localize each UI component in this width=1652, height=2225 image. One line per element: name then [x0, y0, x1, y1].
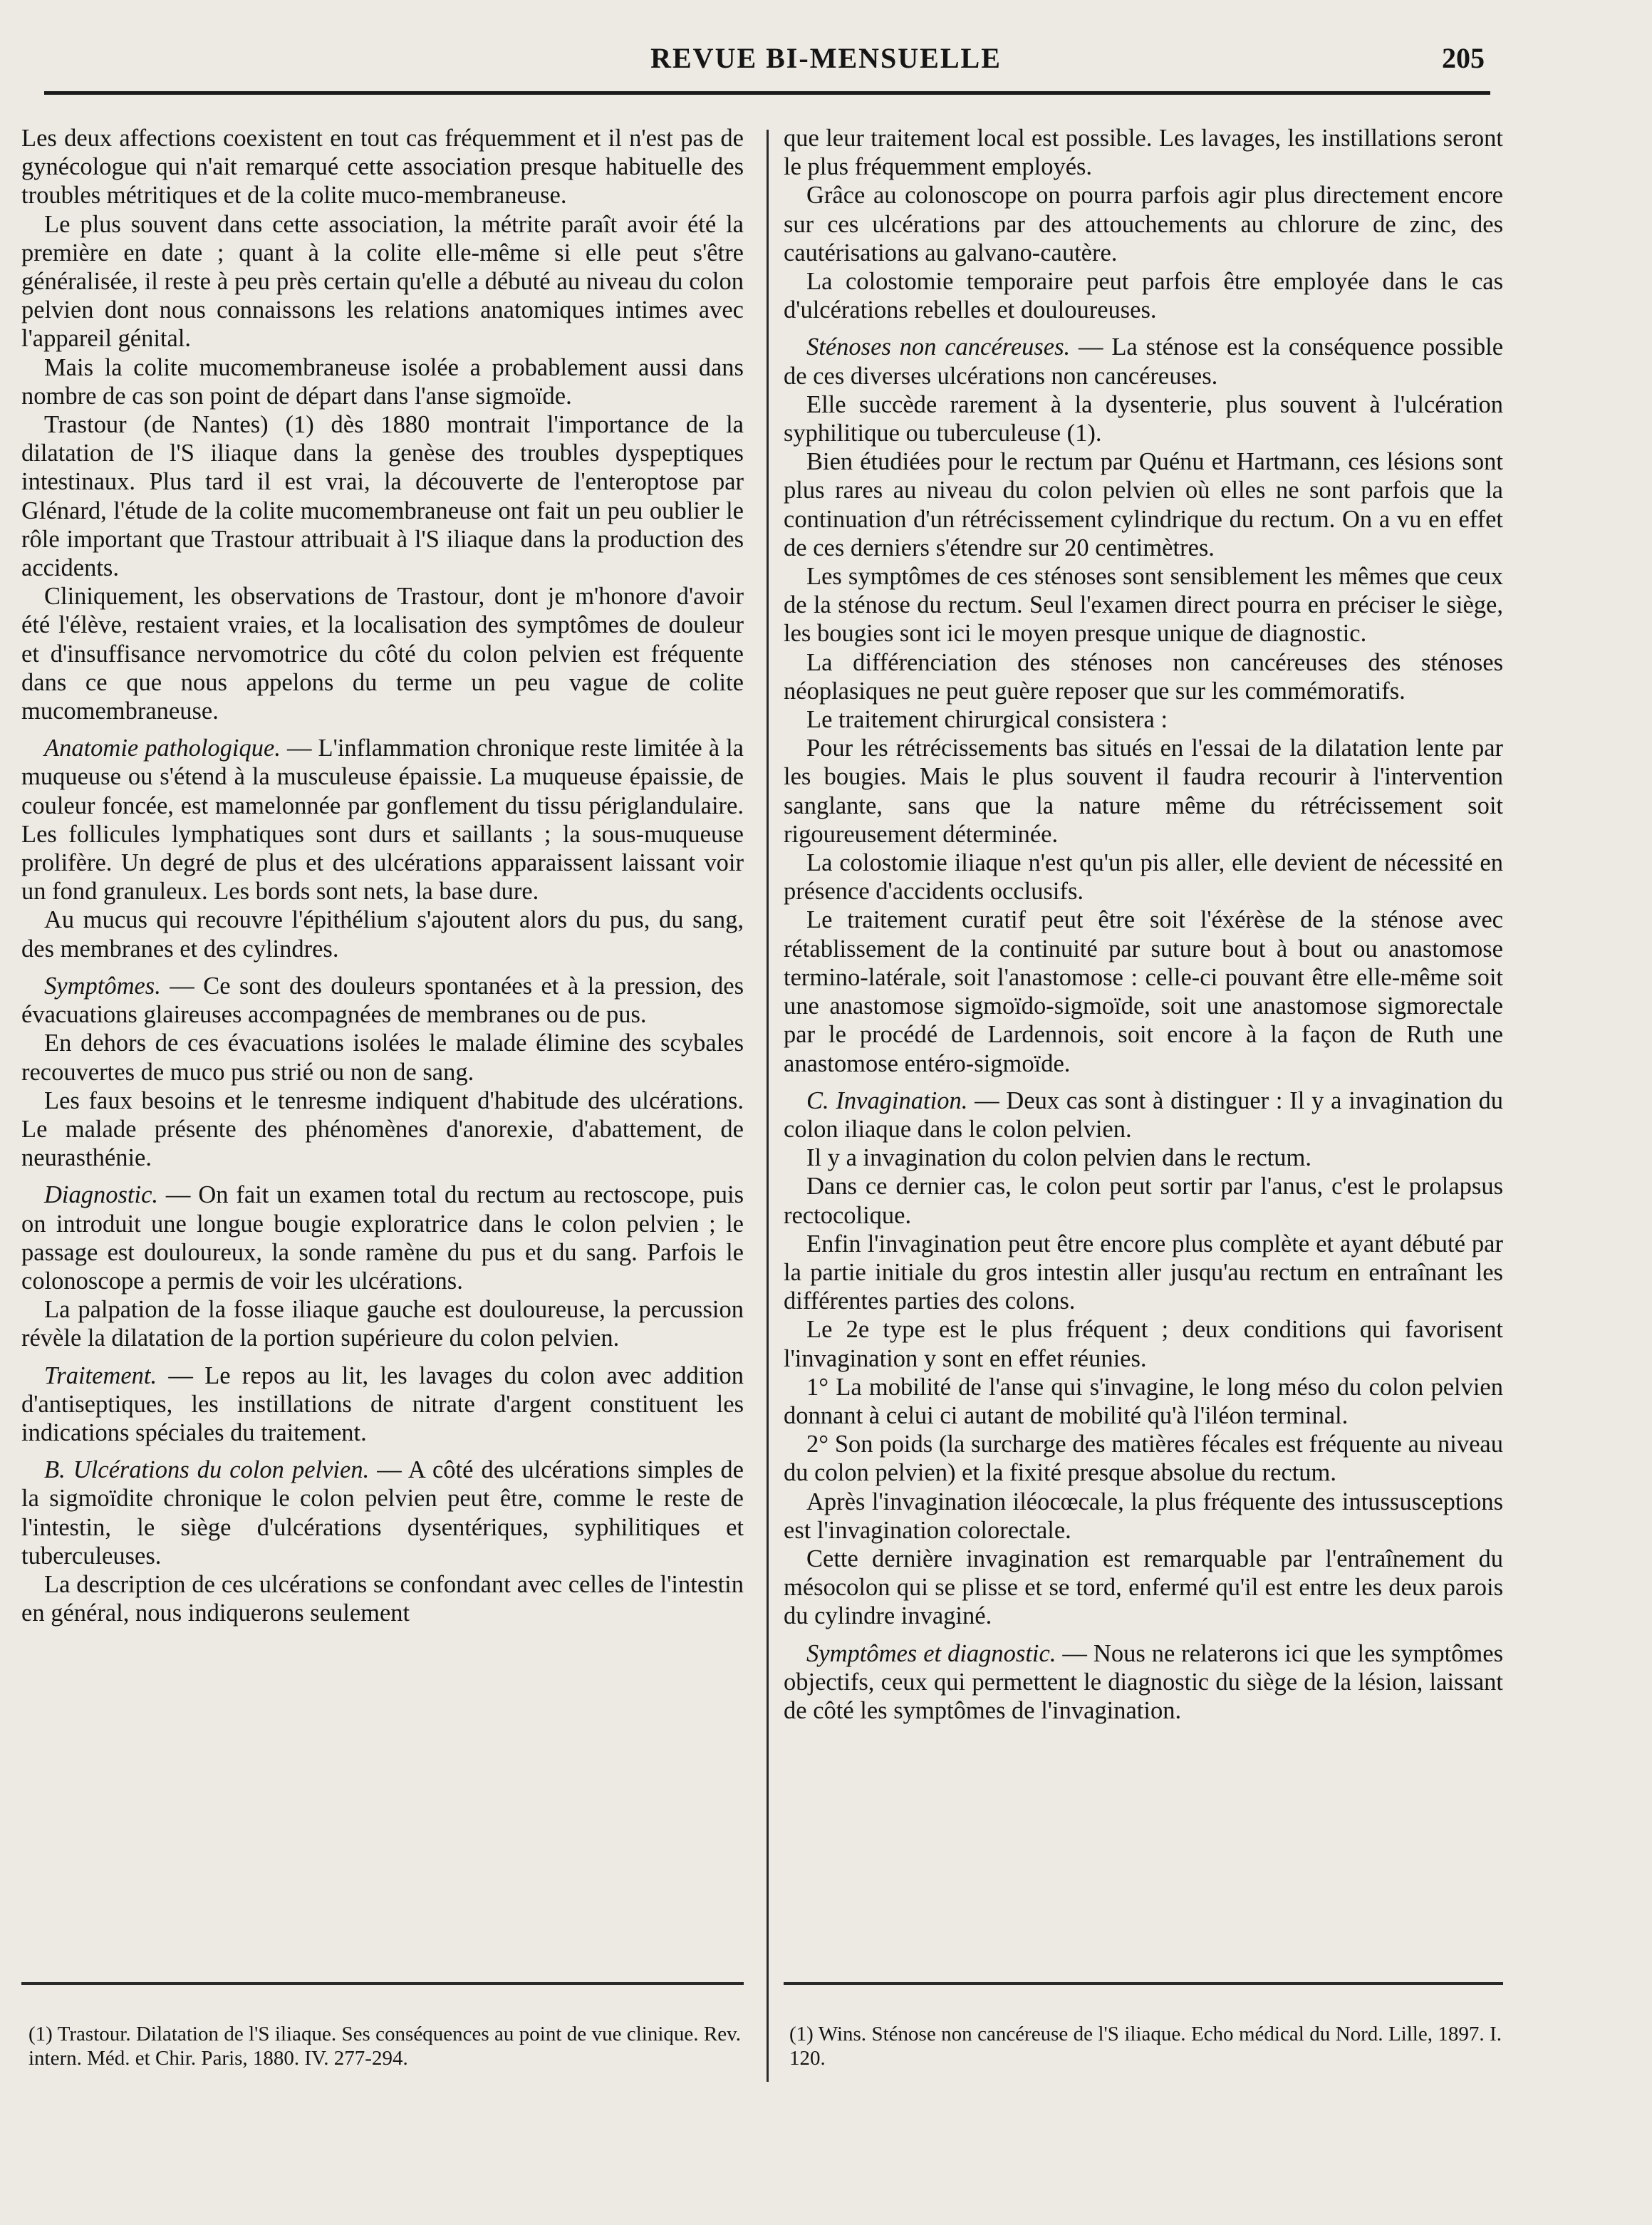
paragraph [784, 648, 1503, 705]
paragraph-text: — L'inflammation chronique reste limitée à la muqueuse ou s'étend à la musculeuse épaissie. La muqueuse épaissie, de couleur foncée, est mamelonnée par gonflement du tissu périglandulaire. Les follicules lymphatiques sont durs et saillants ; la sous-muqueuse prolifère. Un degré de plus et des ulcérations apparaissent laissant voir un fond granuleux. Les bords sont nets, la base dure. [21, 735, 744, 906]
paragraph-text: Trastour (de Nantes) (1) dès 1880 montrait l'importance de la dilatation de l'S iliaque dans la genèse des troubles dyspeptiques intestinaux. Plus tard il est vrai, la découverte de l'enteroptose par Glénard, l'étude de la colite mucomembraneuse ont fait un peu oublier le rôle important que Trastour attribuait à l'S iliaque dans la production des accidents. [21, 411, 744, 582]
paragraph [21, 1456, 744, 1570]
paragraph [21, 582, 744, 725]
paragraph-text: Mais la colite mucomembraneuse isolée a probablement aussi dans nombre de cas son point de départ dans l'anse sigmoïde. [21, 353, 744, 410]
paragraph-text: Pour les rétrécissements bas situés en l'essai de la dilatation lente par les bougies. Mais le plus souvent il faudra recourir à l'intervention sanglante, sans que la nature même du rétrécissement soit rigoureusement déterminée. [784, 735, 1503, 848]
paragraph-text: Elle succède rarement à la dysenterie, plus souvent à l'ulcération syphilitique ou tuberculeuse (1). [784, 390, 1503, 447]
paragraph [784, 333, 1503, 390]
paragraph [784, 1172, 1503, 1229]
paragraph-text: — Deux cas sont à distinguer : Il y a invagination du colon iliaque dans le colon pelvien. [784, 1086, 1503, 1143]
paragraph-text: — A côté des ulcérations simples de la sigmoïdite chronique le colon pelvien peut être, comme le reste de l'intestin, le siège d'ulcérations dysentériques, syphilitiques et tuberculeuses. [21, 1456, 744, 1570]
paragraph-text: 2° Son poids (la surcharge des matières fécales est fréquente au niveau du colon pelvien) et la fixité presque absolue du rectum. [784, 1431, 1503, 1487]
paragraph [21, 972, 744, 1029]
footnote-rule-left [21, 1982, 744, 1985]
paragraph [21, 734, 744, 906]
paragraph-text: Les deux affections coexistent en tout cas fréquemment et il n'est pas de gynécologue qui n'ait remarqué cette association presque habituelle des troubles métritiques et de la colite muco-membraneuse. [21, 125, 744, 209]
section-heading: Diagnostic. [44, 1181, 159, 1209]
header-rule [44, 91, 1490, 95]
paragraph [21, 1086, 744, 1173]
paragraph-text: La palpation de la fosse iliaque gauche est douloureuse, la percussion révèle la dilatation de la portion supérieure du colon pelvien. [21, 1296, 744, 1352]
paragraph [784, 390, 1503, 447]
paragraph-text: Cliniquement, les observations de Trastour, dont je m'honore d'avoir été l'élève, restaient vraies, et la localisation des symptômes de douleur et d'insuffisance nervomotrice du côté du colon pelvien est fréquente dans ce que nous appelons du terme un peu vague de colite mucomembraneuse. [21, 583, 744, 725]
journal-title: REVUE BI-MENSUELLE [650, 42, 1002, 74]
paragraph-text: — La sténose est la conséquence possible de ces diverses ulcérations non cancéreuses. [784, 333, 1504, 390]
column-divider [767, 130, 769, 2082]
paragraph-text: Le plus souvent dans cette association, la métrite paraît avoir été la première en date ; quant à la colite elle-même si elle peut s'être généralisée, il reste à peu près certain qu'elle a débuté au niveau du colon pelvien dont nous connaissons les relations anatomiques intimes avec l'appareil génital. [21, 210, 744, 353]
paragraph [784, 181, 1503, 267]
paragraph-text: Dans ce dernier cas, le colon peut sortir par l'anus, c'est le prolapsus rectocolique. [784, 1173, 1503, 1229]
paragraph-text: Les symptômes de ces sténoses sont sensiblement les mêmes que ceux de la sténose du rectum. Seul l'examen direct pourra en préciser le siège, les bougies sont ici le moyen presque unique de diagnostic. [784, 563, 1503, 648]
left-column [21, 124, 744, 1627]
paragraph [784, 562, 1503, 648]
footnote-right: (1) Wins. Sténose non cancéreuse de l'S iliaque. Echo médical du Nord. Lille, 1897. I. 120. [789, 2023, 1502, 2070]
paragraph-text: Le traitement chirurgical consistera : [806, 706, 1168, 734]
paragraph-text: Il y a invagination du colon pelvien dans le rectum. [806, 1144, 1311, 1172]
paragraph [784, 906, 1503, 1077]
paragraph-text: Grâce au colonoscope on pourra parfois agir plus directement encore sur ces ulcérations par des attouchements au chlorure de zinc, des cautérisations au galvano-cautère. [784, 182, 1503, 266]
paragraph-text: Le 2e type est le plus fréquent ; deux conditions qui favorisent l'invagination y sont en effet réunies. [784, 1316, 1503, 1372]
paragraph-text: Au mucus qui recouvre l'épithélium s'ajoutent alors du pus, du sang, des membranes et des cylindres. [21, 906, 744, 963]
paragraph-text: En dehors de ces évacuations isolées le malade élimine des scybales recouvertes de muco pus strié ou non de sang. [21, 1029, 744, 1086]
paragraph-text: que leur traitement local est possible. Les lavages, les instillations seront le plus fréquemment employés. [784, 125, 1503, 181]
paragraph [784, 447, 1503, 562]
running-header [0, 37, 1652, 80]
paragraph-text: Bien étudiées pour le rectum par Quénu et Hartmann, ces lésions sont plus rares au niveau du colon pelvien où elles ne sont parfois que la continuation d'un rétrécissement cylindrique du rectum. On a vu en effet de ces derniers s'étendre sur 20 centimètres. [784, 448, 1503, 561]
paragraph [784, 734, 1503, 849]
paragraph [21, 1181, 744, 1295]
paragraph-text: — Ce sont des douleurs spontanées et à la pression, des évacuations glaireuses accompagnées de membranes ou de pus. [21, 972, 744, 1029]
paragraph [21, 906, 744, 963]
paragraph-text: Les faux besoins et le tenresme indiquent d'habitude des ulcérations. Le malade présente des phénomènes d'anorexie, d'abattement, de neurasthénie. [21, 1086, 744, 1172]
paragraph [784, 124, 1503, 181]
paragraph-text: La colostomie iliaque n'est qu'un pis aller, elle devient de nécessité en présence d'accidents occlusifs. [784, 849, 1503, 906]
paragraph [21, 353, 744, 410]
section-heading: Traitement. [44, 1362, 157, 1389]
paragraph-text: — Le repos au lit, les lavages du colon avec addition d'antiseptiques, les instillations de nitrate d'argent constituent les indications spéciales du traitement. [21, 1362, 744, 1446]
paragraph-text: Enfin l'invagination peut être encore plus complète et ayant débuté par la partie initiale du gros intestin aller jusqu'au rectum en entraînant les différentes parties des colons. [784, 1230, 1503, 1315]
section-heading: Sténoses non cancéreuses. [806, 333, 1071, 361]
paragraph [784, 267, 1503, 324]
paragraph-text: La description de ces ulcérations se confondant avec celles de l'intestin en général, nous indiquerons seulement [21, 1570, 744, 1627]
paragraph [784, 705, 1503, 734]
paragraph [784, 1639, 1503, 1726]
paragraph [21, 1295, 744, 1352]
paragraph-text: La colostomie temporaire peut parfois être employée dans le cas d'ulcérations rebelles et douloureuses. [784, 268, 1503, 324]
section-heading: C. Invagination. [806, 1086, 968, 1114]
paragraph [784, 849, 1503, 906]
section-heading: B. Ulcérations du colon pelvien. [44, 1456, 370, 1484]
paragraph [784, 1230, 1503, 1316]
paragraph-text: Après l'invagination iléocœcale, la plus fréquente des intussusceptions est l'invagination colorectale. [784, 1488, 1503, 1544]
paragraph [784, 1545, 1503, 1631]
paragraph [784, 1488, 1503, 1545]
paragraph-text: Le traitement curatif peut être soit l'éxérèse de la sténose avec rétablissement de la continuité par suture bout à bout ou anastomose termino-latérale, soit l'anastomose : celle-ci pouvant être elle-même soit une anastomose sigmoïdo-sigmoïde, soit une anastomose sigmorectale par le procédé de Lardennois, soit encore à la façon de Ruth une anastomose entéro-sigmoïde. [784, 906, 1503, 1077]
paragraph-text: 1° La mobilité de l'anse qui s'invagine, le long méso du colon pelvien donnant à celui ci autant de mobilité qu'à l'iléon terminal. [784, 1373, 1503, 1429]
paragraph [784, 1430, 1503, 1487]
paragraph [21, 124, 744, 210]
paragraph-text: La différenciation des sténoses non cancéreuses des sténoses néoplasiques ne peut guère reposer que sur les commémoratifs. [784, 648, 1503, 705]
paragraph [784, 1315, 1503, 1372]
right-column [784, 124, 1503, 1725]
paragraph-text: — Nous ne relaterons ici que les symptômes objectifs, ceux qui permettent le diagnostic du siège de la lésion, laissant de côté les symptômes de l'invagination. [784, 1639, 1503, 1724]
paragraph [784, 1086, 1503, 1143]
section-heading: Symptômes et diagnostic. [806, 1639, 1056, 1667]
paragraph-text: Cette dernière invagination est remarquable par l'entraînement du mésocolon qui se plisse et se tord, enfermé qu'il est entre les deux parois du cylindre invaginé. [784, 1545, 1503, 1630]
paragraph [21, 210, 744, 353]
paragraph [784, 1143, 1503, 1172]
paragraph-text: — On fait un examen total du rectum au rectoscope, puis on introduit une longue bougie exploratrice dans le colon pelvien ; le passage est douloureux, la sonde ramène du pus et du sang. Parfois le colonoscope a permis de voir les ulcérations. [21, 1181, 744, 1295]
paragraph [21, 1029, 744, 1086]
paragraph [21, 1362, 744, 1448]
footnote-rule-right [784, 1982, 1503, 1985]
paragraph [21, 1570, 744, 1627]
paragraph [21, 410, 744, 582]
section-heading: Anatomie pathologique. [44, 735, 281, 762]
footnote-left: (1) Trastour. Dilatation de l'S iliaque. Ses conséquences au point de vue clinique. Rev. intern. Méd. et Chir. Paris, 1880. IV. 277-294. [28, 2023, 741, 2070]
section-heading: Symptômes. [44, 972, 161, 1000]
paragraph [784, 1373, 1503, 1430]
page-number: 205 [1442, 42, 1485, 74]
